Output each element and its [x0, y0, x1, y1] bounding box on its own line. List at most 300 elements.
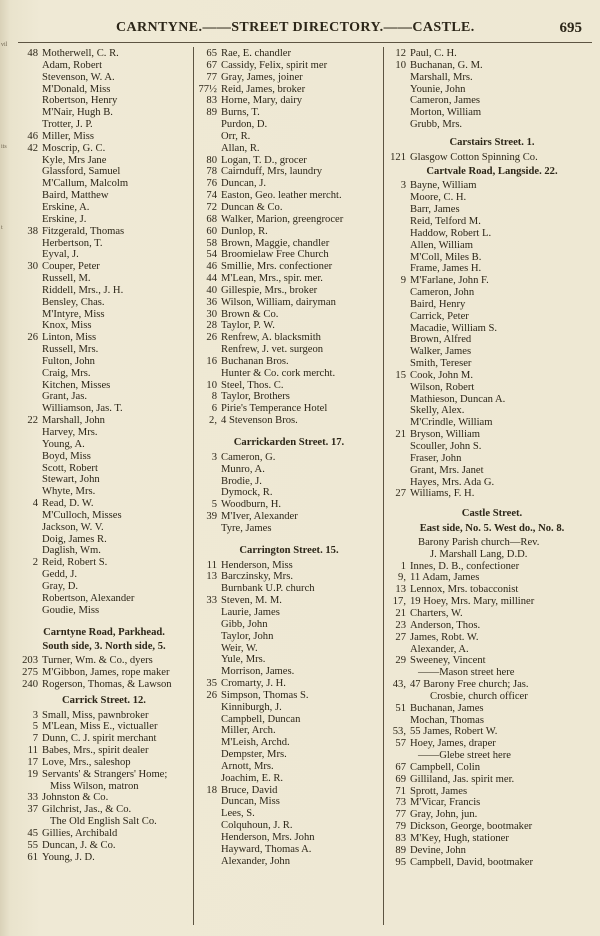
entry-name: Robertson, Alexander: [42, 592, 135, 604]
street-heading: Castle Street.: [461, 508, 523, 520]
entry-name: ——Mason street here: [418, 667, 515, 679]
house-number: 37: [27, 804, 38, 816]
directory-entry: [386, 252, 598, 264]
directory-entry: [18, 84, 190, 96]
directory-entry: [18, 356, 190, 368]
house-number: 43,: [392, 679, 406, 691]
entry-name: Riddell, Mrs., J. H.: [42, 284, 124, 296]
house-number: 275: [22, 667, 38, 679]
entry-list: [386, 48, 598, 131]
directory-entry: [386, 107, 598, 119]
directory-entry: [197, 84, 381, 96]
directory-entry: [197, 808, 381, 820]
entry-name: 19 Hoey, Mrs. Mary, milliner: [410, 596, 535, 608]
house-number: 79: [395, 821, 406, 833]
directory-entry: [18, 427, 190, 439]
entry-name: Brown, Alfred: [410, 334, 472, 346]
entry-name: Craig, Mrs.: [42, 367, 91, 379]
directory-entry: [18, 733, 190, 745]
entry-name: Kitchen, Misses: [42, 379, 111, 391]
directory-entry: [18, 545, 190, 557]
entry-name: M'Donald, Miss: [42, 83, 111, 95]
directory-entry: [197, 796, 381, 808]
entry-name: Henderson, Miss: [221, 559, 293, 571]
directory-entry: [197, 119, 381, 131]
entry-name: 47 Barony Free church; Jas.: [410, 679, 529, 691]
entry-name: Tyre, James: [221, 522, 272, 534]
entry-name: Babes, Mrs., spirit dealer: [42, 745, 149, 757]
directory-entry: [197, 261, 381, 273]
directory-entry: [18, 415, 190, 427]
street-heading: Carrick Street. 12.: [62, 694, 146, 706]
column-2: [197, 48, 381, 868]
entry-name: Morrison, James.: [221, 666, 295, 678]
directory-entry: [197, 452, 381, 464]
entry-name: Eyval, J.: [42, 249, 79, 261]
entry-name: Read, D. W.: [42, 498, 94, 510]
entry-name: Cook, John M.: [410, 369, 473, 381]
page-number: 695: [559, 20, 582, 36]
entry-name: Scouller, John S.: [410, 441, 482, 452]
entry-name: Marshall, John: [42, 415, 105, 427]
entry-name: M'Crindle, William: [410, 417, 493, 429]
entry-name: Knox, Miss: [42, 320, 92, 332]
house-number: 46: [27, 130, 38, 142]
directory-entry: [197, 476, 381, 488]
directory-entry: [18, 757, 190, 769]
entry-name: M'Lean, Miss E., victualler: [42, 721, 158, 733]
entry-name: Adam, Robert: [42, 59, 103, 71]
entry-name: Brodie, J.: [221, 475, 262, 487]
directory-entry: [386, 323, 598, 335]
entry-name: Cairnduff, Mrs, laundry: [221, 166, 323, 178]
margin-note: t: [1, 225, 3, 231]
entry-name: Renfrew, A. blacksmith: [221, 332, 321, 344]
house-number: 12: [395, 48, 406, 59]
entry-name: Carrick, Peter: [410, 310, 469, 322]
house-number: 58: [206, 237, 217, 249]
directory-entry: [197, 238, 381, 250]
street-heading: Carntyne Road, Parkhead.: [43, 626, 165, 638]
directory-entry: [386, 72, 598, 84]
directory-entry: [386, 311, 598, 323]
entry-name: Hunter & Co. cork mercht.: [221, 367, 336, 379]
entry-list: [197, 560, 381, 868]
entry-name: Crosbie, church officer: [430, 690, 528, 702]
column-1: [18, 48, 190, 864]
entry-name: Dymock, R.: [221, 487, 273, 499]
margin-note: its: [1, 144, 7, 150]
entry-name: Munro, A.: [221, 463, 265, 475]
house-number: 11: [27, 745, 38, 757]
entry-name: Gillies, Archibald: [42, 828, 118, 839]
entry-name: Grubb, Mrs.: [410, 119, 463, 131]
house-number: 13: [206, 571, 217, 583]
directory-entry: [197, 523, 381, 535]
entry-name: Lennox, Mrs. tobacconist: [410, 584, 519, 596]
house-number: 89: [395, 844, 406, 856]
street-heading: Cartvale Road, Langside. 22.: [426, 165, 558, 177]
directory-entry: [386, 821, 598, 833]
entry-name: Cromarty, J. H.: [221, 678, 286, 690]
directory-entry: [386, 477, 598, 489]
directory-entry: [18, 569, 190, 581]
directory-entry: [197, 666, 381, 678]
page-header: [20, 20, 592, 42]
entry-name: Taylor, Brothers: [221, 391, 290, 403]
entry-name: Kinniburgh, J.: [221, 701, 282, 713]
entry-name: Russell, M.: [42, 273, 91, 285]
entry-name: Scott, Robert: [42, 462, 98, 474]
entry-name: Glassford, Samuel: [42, 166, 121, 178]
directory-entry: [386, 417, 598, 429]
entry-name: Duncan, Miss: [221, 796, 280, 808]
entry-name: Skelly, Alex.: [410, 405, 465, 417]
entry-name: Turner, Wm. & Co., dyers: [42, 655, 153, 667]
entry-name: Hayward, Thomas A.: [221, 843, 312, 855]
street-subheading: East side, No. 5. West do., No. 8.: [419, 523, 565, 535]
directory-entry: [386, 240, 598, 252]
house-number: 10: [206, 379, 217, 391]
entry-name: Smillie, Mrs. confectioner: [221, 261, 333, 273]
directory-entry: [197, 560, 381, 572]
house-number: 40: [206, 284, 217, 296]
entry-name: Campbell, David, bootmaker: [410, 856, 533, 868]
entry-name: Orr, R.: [221, 130, 251, 142]
house-number: 48: [27, 48, 38, 59]
entry-name: M'Coll, Miles B.: [410, 251, 482, 263]
entry-name: Brown, Maggie, chandler: [221, 237, 330, 249]
house-number: 9,: [398, 572, 406, 584]
entry-name: Gray, John, jun.: [410, 809, 478, 821]
directory-entry: [386, 60, 598, 72]
house-number: 83: [395, 833, 406, 844]
entry-name: Buchanan, G. M.: [410, 59, 483, 71]
directory-entry: [18, 655, 190, 667]
entry-name: Cameron, James: [410, 95, 481, 107]
entry-name: Mochan, Thomas: [410, 714, 484, 726]
directory-entry: [197, 403, 381, 415]
entry-name: Cameron, G.: [221, 451, 276, 463]
directory-entry: [18, 804, 190, 816]
directory-entry: [197, 856, 381, 868]
entry-name: Kyle, Mrs Jane: [42, 154, 107, 166]
directory-entry: [18, 721, 190, 733]
house-number: 35: [206, 678, 217, 690]
entry-list: [386, 152, 598, 164]
entry-name: Erskine, A.: [42, 201, 90, 213]
directory-entry: [18, 285, 190, 297]
entry-name: Johnston & Co.: [42, 792, 109, 804]
entry-name: Fulton, John: [42, 355, 95, 367]
entry-name: Mathieson, Duncan A.: [410, 393, 506, 405]
directory-entry: [18, 667, 190, 679]
column-3: [386, 48, 598, 869]
directory-entry: [386, 596, 598, 608]
directory-entry: [197, 380, 381, 392]
directory-entry: [197, 368, 381, 380]
street-heading: Carrington Street. 15.: [239, 544, 339, 556]
directory-entry: [197, 344, 381, 356]
entry-name: Wilson, William, dairyman: [221, 296, 336, 308]
entry-name: Devine, John: [410, 844, 466, 856]
house-number: 9: [400, 275, 406, 287]
directory-entry: [386, 691, 598, 703]
directory-entry: [386, 845, 598, 857]
directory-entry: [386, 809, 598, 821]
entry-name: 55 James, Robert W.: [410, 726, 498, 738]
house-number: 21: [395, 429, 406, 441]
entry-list: [386, 180, 598, 500]
entry-name: Yule, Mrs.: [221, 654, 266, 666]
directory-entry: [197, 820, 381, 832]
entry-name: Broomielaw Free Church: [221, 249, 329, 261]
directory-entry: [197, 725, 381, 737]
house-number: 28: [206, 320, 217, 332]
house-number: 10: [395, 59, 406, 71]
house-number: 67: [206, 59, 217, 71]
entry-name: Jackson, W. V.: [42, 521, 104, 533]
entry-name: Whyte, Mrs.: [42, 486, 96, 498]
directory-entry: [197, 332, 381, 344]
entry-name: Charters, W.: [410, 607, 463, 619]
entry-name: Macadie, William S.: [410, 322, 498, 334]
house-number: 1: [400, 560, 406, 572]
margin-notes: [0, 40, 14, 920]
entry-name: Linton, Miss: [42, 332, 97, 344]
entry-name: M'Culloch, Misses: [42, 509, 122, 521]
entry-name: Campbell, Colin: [410, 761, 481, 773]
directory-entry: [386, 762, 598, 774]
entry-name: M'Callum, Malcolm: [42, 178, 129, 190]
entry-name: Purdon, D.: [221, 119, 268, 131]
entry-name: Fitzgerald, Thomas: [42, 225, 125, 237]
entry-name: Henderson, Mrs. John: [221, 832, 315, 843]
entry-name: Goudie, Miss: [42, 604, 100, 616]
entry-name: Sprott, James: [410, 785, 468, 797]
directory-entry: [386, 441, 598, 453]
entry-name: Williams, F. H.: [410, 488, 475, 500]
directory-entry: [386, 549, 598, 561]
directory-entry: [386, 857, 598, 869]
directory-entry: [197, 72, 381, 84]
entry-name: Bensley, Chas.: [42, 296, 105, 308]
directory-entry: [197, 487, 381, 499]
column-divider: [383, 47, 384, 925]
entry-name: Cassidy, Felix, spirit mer: [221, 59, 328, 71]
directory-entry: [18, 226, 190, 238]
directory-entry: [18, 297, 190, 309]
directory-entry: [18, 828, 190, 840]
entry-name: Stewart, John: [42, 474, 100, 486]
directory-entry: [197, 595, 381, 607]
entry-name: Alexander, John: [221, 855, 291, 867]
house-number: 60: [206, 225, 217, 237]
house-number: 80: [206, 154, 217, 166]
directory-entry: [18, 522, 190, 534]
entry-name: Frame, James H.: [410, 263, 482, 275]
entry-name: Daglish, Wm.: [42, 545, 101, 557]
house-number: 3: [32, 709, 38, 721]
house-number: 77: [395, 809, 406, 821]
entry-name: Herbertson, T.: [42, 237, 103, 249]
column-divider: [193, 47, 194, 925]
house-number: 29: [395, 655, 406, 667]
house-number: 18: [206, 784, 217, 796]
entry-name: Williamson, Jas. T.: [42, 403, 123, 415]
entry-name: Motherwell, C. R.: [42, 48, 119, 59]
entry-name: Love, Mrs., saleshop: [42, 756, 131, 768]
entry-name: M'Lean, Mrs., spir. mer.: [221, 273, 323, 285]
directory-entry: [197, 773, 381, 785]
directory-entry: [386, 644, 598, 656]
directory-entry: [386, 797, 598, 809]
directory-entry: [386, 608, 598, 620]
entry-name: Dunlop, R.: [221, 225, 268, 237]
directory-entry: [18, 48, 190, 60]
house-number: 51: [395, 702, 406, 714]
house-number: 61: [27, 851, 38, 863]
directory-entry: [18, 202, 190, 214]
entry-name: Steven, M. M.: [221, 595, 282, 607]
house-number: 69: [395, 773, 406, 785]
house-number: 68: [206, 213, 217, 225]
entry-name: Young, A.: [42, 438, 85, 450]
directory-entry: [197, 309, 381, 321]
directory-entry: [386, 382, 598, 394]
directory-entry: [197, 48, 381, 60]
entry-name: Easton, Geo. leather mercht.: [221, 190, 342, 202]
entry-name: Gray, D.: [42, 580, 79, 592]
directory-entry: [18, 309, 190, 321]
entry-name: Anderson, Thos.: [410, 619, 481, 631]
entry-name: Miller, Miss: [42, 130, 94, 142]
entry-list: [18, 48, 190, 617]
directory-entry: [386, 561, 598, 573]
entry-name: Moscrip, G. C.: [42, 142, 106, 154]
directory-entry: [18, 261, 190, 273]
directory-entry: [197, 583, 381, 595]
directory-entry: [197, 202, 381, 214]
entry-name: Small, Miss, pawnbroker: [42, 709, 149, 721]
house-number: 74: [206, 190, 217, 202]
directory-entry: [386, 488, 598, 500]
house-number: 46: [206, 261, 217, 273]
entry-name: M'Intyre, Miss: [42, 308, 105, 320]
house-number: 83: [206, 95, 217, 107]
directory-entry: [386, 655, 598, 667]
directory-entry: [18, 344, 190, 356]
house-number: 17: [27, 756, 38, 768]
directory-entry: [18, 214, 190, 226]
directory-entry: [197, 678, 381, 690]
house-number: 2: [32, 557, 38, 569]
directory-entry: [197, 511, 381, 523]
entry-name: M'Iver, Alexander: [221, 511, 298, 523]
directory-entry: [197, 619, 381, 631]
entry-name: Barony Parish church—Rev.: [418, 536, 540, 548]
entry-name: Baird, Matthew: [42, 190, 109, 202]
entry-name: Stevenson, W. A.: [42, 71, 115, 83]
directory-entry: [386, 774, 598, 786]
directory-entry: [197, 131, 381, 143]
directory-entry: [386, 287, 598, 299]
directory-entry: [197, 702, 381, 714]
directory-entry: [386, 537, 598, 549]
house-number: 89: [206, 107, 217, 119]
house-number: 3: [400, 180, 406, 192]
directory-entry: [197, 178, 381, 190]
entry-name: Weir, W.: [221, 642, 258, 654]
entry-name: Grant, Jas.: [42, 391, 88, 403]
entry-name: Colquhoun, J. R.: [221, 820, 293, 832]
entry-name: Duncan, J.: [221, 178, 267, 190]
directory-entry: [18, 593, 190, 605]
directory-entry: [197, 654, 381, 666]
directory-entry: [18, 273, 190, 285]
street-heading: Carstairs Street. 1.: [449, 136, 535, 148]
directory-entry: [386, 216, 598, 228]
entry-name: Gillespie, Mrs., broker: [221, 284, 318, 296]
directory-entry: [18, 474, 190, 486]
entry-name: Bayne, William: [410, 180, 477, 192]
house-number: 33: [206, 595, 217, 607]
entry-name: Buchanan Bros.: [221, 355, 289, 367]
directory-entry: [18, 72, 190, 84]
directory-entry: [18, 166, 190, 178]
entry-name: Gray, James, joiner: [221, 71, 303, 83]
house-number: 240: [22, 678, 38, 690]
directory-entry: [18, 107, 190, 119]
directory-entry: [18, 781, 190, 793]
house-number: 27: [395, 631, 406, 643]
directory-entry: [386, 667, 598, 679]
directory-entry: [386, 572, 598, 584]
entry-name: ——Glebe street here: [418, 750, 511, 762]
directory-entry: [18, 190, 190, 202]
house-number: 23: [395, 619, 406, 631]
house-number: 11: [206, 559, 217, 571]
house-number: 6: [211, 403, 217, 415]
directory-entry: [18, 745, 190, 757]
directory-entry: [18, 131, 190, 143]
entry-name: M'Key, Hugh, stationer: [410, 833, 509, 844]
entry-name: Baird, Henry: [410, 298, 466, 310]
house-number: 77: [206, 71, 217, 83]
directory-entry: [386, 299, 598, 311]
directory-entry: [386, 334, 598, 346]
house-number: 65: [206, 48, 217, 59]
entry-name: Reid, Telford M.: [410, 215, 481, 227]
entry-name: Trotter, J. P.: [42, 119, 93, 131]
directory-entry: [386, 228, 598, 240]
directory-entry: [197, 464, 381, 476]
entry-name: Sweeney, Vincent: [410, 655, 486, 667]
entry-name: Burnbank U.P. church: [221, 583, 315, 595]
entry-name: J. Marshall Lang, D.D.: [430, 548, 528, 560]
directory-entry: [18, 238, 190, 250]
directory-entry: [18, 451, 190, 463]
directory-entry: [197, 226, 381, 238]
house-number: 44: [206, 273, 217, 285]
directory-entry: [18, 510, 190, 522]
directory-entry: [386, 620, 598, 632]
entry-name: Renfrew, J. vet. surgeon: [221, 344, 324, 356]
house-number: 55: [27, 839, 38, 851]
entry-name: Alexander, A.: [410, 643, 469, 655]
directory-entry: [386, 119, 598, 131]
entry-name: Simpson, Thomas S.: [221, 689, 309, 701]
